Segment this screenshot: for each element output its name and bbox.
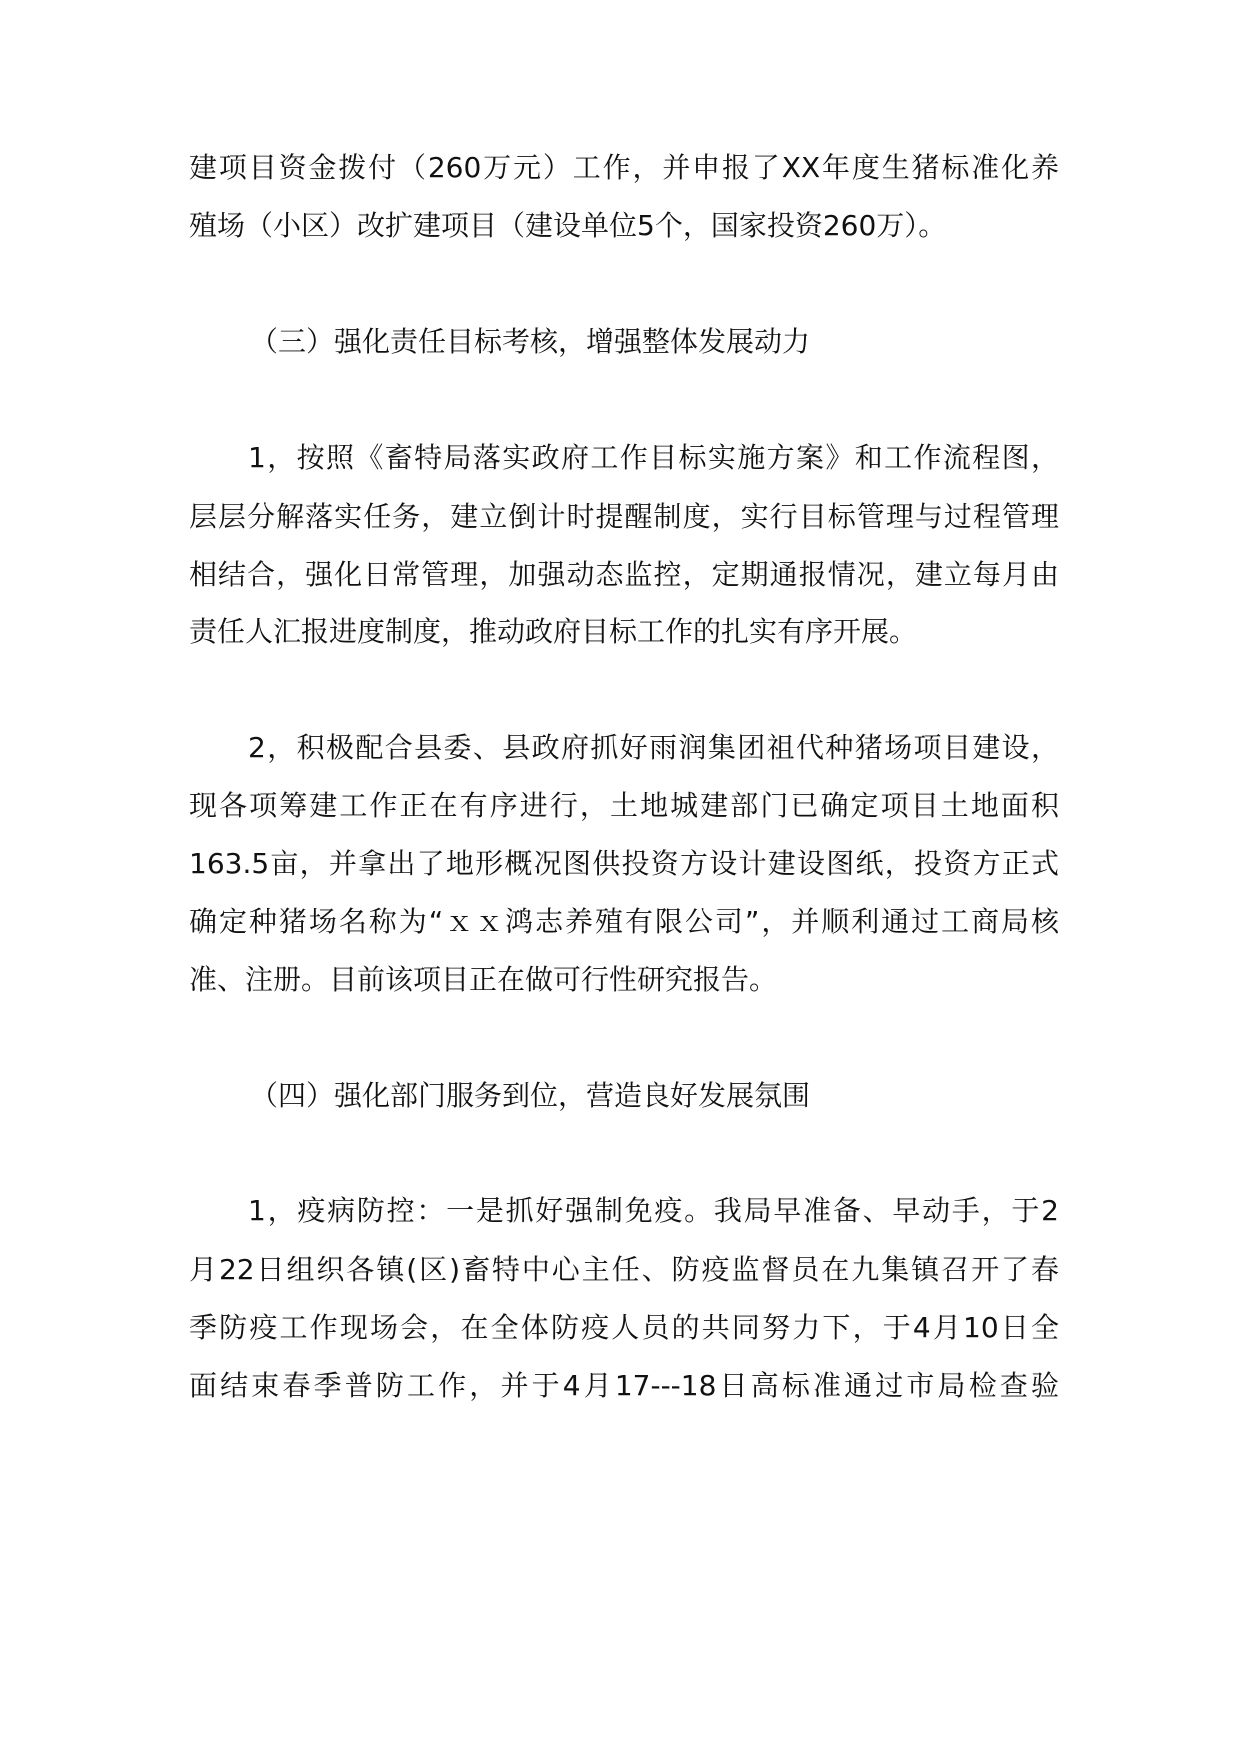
section-heading: （三）强化责任目标考核，增强整体发展动力 <box>250 325 811 358</box>
paragraph-line: 准、注册。目前该项目正在做可行性研究报告。 <box>189 963 778 996</box>
paragraph-line: 建项目资金拨付（260万元）工作，并申报了XX年度生猪标准化养 <box>189 151 1059 184</box>
paragraph-line: 现各项筹建工作正在有序进行，土地城建部门已确定项目土地面积 <box>189 789 1059 822</box>
paragraph-line: 殖场（小区）改扩建项目（建设单位5个，国家投资260万）。 <box>189 209 947 242</box>
paragraph-line: 163.5亩，并拿出了地形概况图供投资方设计建设图纸，投资方正式 <box>189 847 1059 880</box>
paragraph-line: 相结合，强化日常管理，加强动态监控，定期通报情况，建立每月由 <box>189 558 1059 591</box>
paragraph-line: 责任人汇报进度制度，推动政府目标工作的扎实有序开展。 <box>189 615 918 648</box>
paragraph-line: 季防疫工作现场会，在全体防疫人员的共同努力下，于4月10日全 <box>189 1311 1059 1344</box>
paragraph-line: 1，按照《畜特局落实政府工作目标实施方案》和工作流程图， <box>248 441 1059 474</box>
paragraph-line: 面结束春季普防工作，并于4月17---18日高标准通过市局检查验 <box>189 1369 1059 1402</box>
paragraph-line: 层层分解落实任务，建立倒计时提醒制度，实行目标管理与过程管理 <box>189 500 1059 533</box>
paragraph-line: 确定种猪场名称为“ｘｘ鸿志养殖有限公司”，并顺利通过工商局核 <box>189 905 1059 938</box>
paragraph-line: 月22日组织各镇(区)畜特中心主任、防疫监督员在九集镇召开了春 <box>189 1253 1059 1286</box>
paragraph-line: 2，积极配合县委、县政府抓好雨润集团祖代种猪场项目建设， <box>248 731 1059 764</box>
paragraph-line: 1，疫病防控：一是抓好强制免疫。我局早准备、早动手，于2 <box>248 1194 1059 1227</box>
section-heading: （四）强化部门服务到位，营造良好发展氛围 <box>250 1079 811 1112</box>
